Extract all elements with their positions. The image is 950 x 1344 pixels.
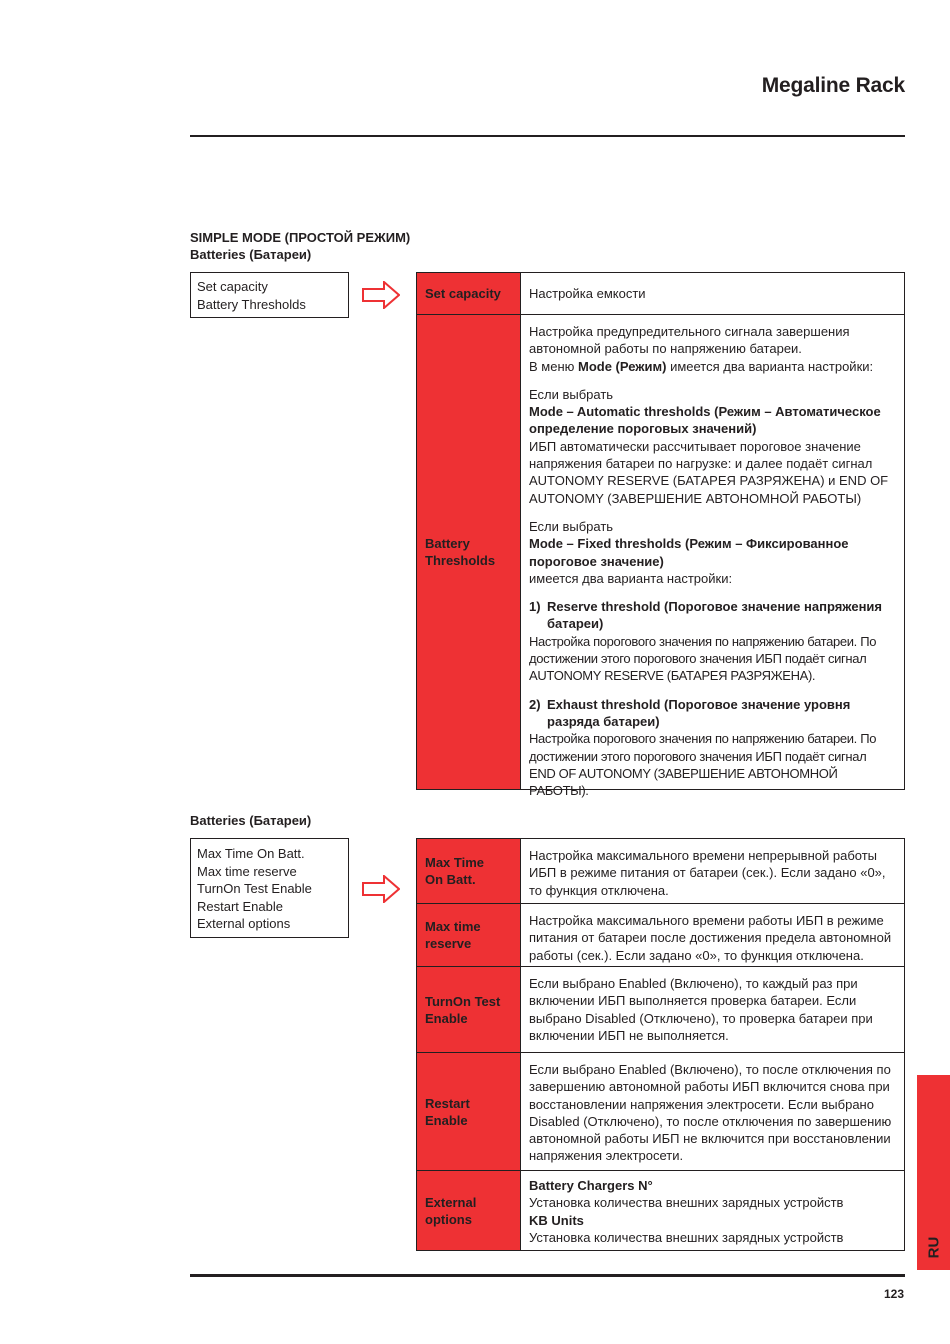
menu-item: Battery Thresholds: [197, 296, 306, 312]
table-row-turnon-test-enable: [417, 966, 904, 1052]
row-label: [417, 315, 521, 789]
paragraph: Настройка порогового значения по напряжению батареи. По достижении этого порогового значения ИБП подаёт сигнал AUTONOMY RESERVE (БАТАРЕЯ РАЗРЯЖЕНА).: [529, 633, 877, 684]
item-title: Exhaust threshold (Пороговое значение уровня разряда батареи): [547, 696, 851, 729]
menu-box-batteries: [190, 838, 349, 938]
footer-rule: [190, 1274, 905, 1277]
paragraph: ИБП автоматически рассчитывает пороговое значение напряжения батареи по нагрузке: и далее подаёт сигнал AUTONOMY RESERVE (БАТАРЕЯ РАЗРЯЖЕНА) и END OF AUTONOMY (ЗАВЕРШЕНИЕ АВТОНОМНОЙ РАБОТЫ): [529, 438, 889, 506]
row-label: External options: [417, 1171, 521, 1250]
menu-item: Max time reserve: [197, 863, 297, 879]
paragraph: имеется два варианта настройки:: [529, 570, 733, 586]
header-rule: [190, 135, 905, 137]
row-description: Настройка максимального времени непрерывной работы ИБП в режиме питания от батареи (сек.). Если задано «0», то функция отключена.: [529, 848, 886, 898]
row-description: Настройка емкости: [529, 285, 646, 301]
page-number: 123: [883, 1287, 904, 1301]
row-description: [521, 315, 904, 799]
paragraph: Настройка порогового значения по напряжению батареи. По достижении этого порогового значения ИБП подаёт сигнал END OF AUTONOMY (ЗАВЕРШЕНИЕ АВТОНОМНОЙ РАБОТЫ).: [529, 731, 877, 799]
row-description: Если выбрано Enabled (Включено), то после отключения по завершению автономной работы ИБП включится снова при восстановлении напряжения электросети. Если выбрано Disabled (Отключено), то после отключения по завершению автономной работы ИБП не включится при восстановлении напряжения электросети.: [529, 1062, 892, 1164]
language-label: RU: [925, 1236, 942, 1259]
option-title: KB Units: [529, 1212, 584, 1228]
row-label: Restart Enable: [417, 1053, 521, 1170]
numbered-item: [529, 598, 896, 633]
menu-item: TurnOn Test Enable: [197, 881, 312, 896]
settings-table-batteries: [416, 838, 905, 1251]
menu-item: Max Time On Batt.: [197, 846, 305, 861]
row-label: Set capacity: [417, 273, 521, 314]
language-tab: [917, 1075, 950, 1270]
row-description: Если выбрано Enabled (Включено), то каждый раз при включении ИБП выполняется проверка батареи. Если выбрано Disabled (Отключено), то проверка батареи при включении ИБП не выполняется.: [529, 976, 873, 1043]
item-title: Reserve threshold (Пороговое значение напряжения батареи): [547, 599, 883, 632]
menu-item: External options: [197, 916, 291, 931]
table-row-max-time-on-batt: [417, 839, 904, 903]
table-row-external-options: [417, 1170, 904, 1250]
row-label-line: Thresholds: [425, 553, 496, 568]
row-description: Настройка максимального времени работы ИБП в режиме питания от батареи после достижения предела автономной работы (сек.). Если задано «0», то функция отключена.: [529, 913, 892, 963]
paragraph: Если выбрать: [529, 386, 614, 402]
row-label: Max Time On Batt.: [417, 839, 521, 903]
menu-item: Restart Enable: [197, 898, 283, 914]
settings-table-simple: [416, 272, 905, 799]
section-subtitle: Batteries (Батареи): [190, 813, 312, 828]
paragraph: Если выбрать: [529, 518, 614, 534]
row-label-line: Battery: [425, 536, 470, 551]
menu-item: Set capacity: [197, 279, 268, 294]
mode-heading: Mode – Fixed thresholds (Режим – Фиксированное пороговое значение): [529, 536, 849, 569]
table-row-restart-enable: [417, 1052, 904, 1170]
row-description: [521, 1171, 904, 1250]
section-subtitle: Batteries (Батареи): [190, 247, 312, 262]
row-label: Max time reserve: [417, 904, 521, 966]
mode-heading: Mode – Automatic thresholds (Режим – Автоматическое определение пороговых значений): [529, 404, 881, 437]
item-number: 1): [529, 599, 541, 615]
paragraph: В меню Mode (Режим) имеется два варианта настройки:: [529, 358, 874, 374]
table-row-set-capacity: [417, 273, 904, 314]
arrow-right-icon: [362, 281, 400, 309]
row-label: TurnOn Test Enable: [417, 967, 521, 1052]
option-text: Установка количества внешних зарядных устройств: [529, 1229, 844, 1245]
paragraph: Настройка предупредительного сигнала завершения автономной работы по напряжению батареи.: [529, 324, 850, 357]
item-number: 2): [529, 696, 541, 712]
menu-box-batteries-simple: [190, 272, 349, 318]
arrow-right-icon: [362, 875, 400, 903]
option-title: Battery Chargers N°: [529, 1178, 653, 1193]
table-row-max-time-reserve: [417, 903, 904, 966]
table-row-battery-thresholds: [417, 314, 904, 799]
numbered-item: [529, 696, 896, 731]
header-title: Megaline Rack: [761, 74, 905, 97]
section-title: SIMPLE MODE (ПРОСТОЙ РЕЖИМ): [190, 230, 411, 245]
option-text: Установка количества внешних зарядных устройств: [529, 1195, 844, 1211]
